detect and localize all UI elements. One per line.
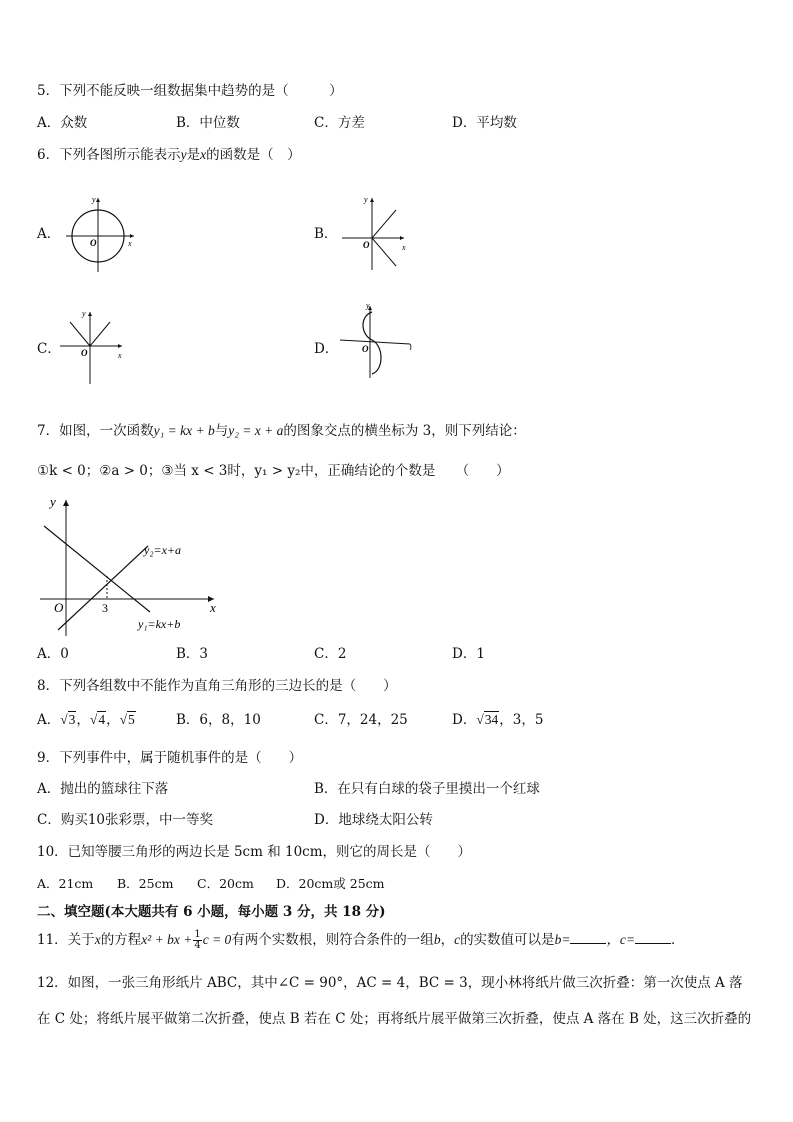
q10-option-c: C．20cm [197, 876, 254, 891]
graph-b-x-label: x [402, 243, 406, 252]
q7-option-d: D．1 [452, 646, 485, 662]
q7-option-c: C．2 [314, 646, 347, 662]
q8-option-c: C．7，24，25 [314, 712, 408, 728]
q7-conditions: ①k < 0；②a > 0；③当 x < 3时，y₁ > y₂中，正确结论的个数是 （ ） [37, 463, 510, 479]
q7-graph-tick-3: 3 [102, 601, 108, 615]
q10-stem: 10．已知等腰三角形的两边长是 5cm 和 10cm，则它的周长是（ ） [37, 844, 472, 860]
q6-label-b: B． [314, 226, 338, 242]
q7-graph [36, 490, 226, 638]
q5-option-b: B．中位数 [176, 115, 240, 131]
q5-option-c: C．方差 [314, 115, 365, 131]
graph-a-x-label: x [128, 239, 132, 248]
q10-option-a: A．21cm [37, 876, 94, 891]
q8-stem: 8．下列各组数中不能作为直角三角形的三边长的是（ ） [37, 678, 397, 694]
graph-a-origin: O [90, 238, 97, 248]
q6-graph-d [338, 300, 418, 382]
q9-option-b: B．在只有白球的袋子里摸出一个红球 [314, 781, 540, 797]
graph-b-y-label: y [364, 195, 368, 204]
q7-stem: 7．如图，一次函数y₁ = kx + b与y₂ = x + a的图象交点的横坐标为 3，则下列结论： [37, 423, 526, 439]
q10-option-b: B．25cm [117, 876, 174, 891]
q11-fraction: $\frac{1}{4}$ [194, 929, 201, 951]
graph-a-y-label: y [92, 195, 96, 204]
q11-blank-b[interactable] [570, 931, 606, 944]
q6-label-a: A． [37, 226, 61, 242]
q7-graph-line2-label: y₂=x+a [144, 543, 182, 557]
q12-line-1: 12．如图，一张三角形纸片 ABC，其中∠C = 90°，AC = 4，BC = 3，现小林将纸片做三次折叠：第一次使点 A 落 [37, 975, 743, 991]
q7-graph-y-label: y [50, 494, 56, 509]
q9-option-a: A．抛出的篮球往下落 [37, 781, 169, 797]
graph-c-x-label: x [118, 351, 122, 360]
q7-option-b: B．3 [176, 646, 209, 662]
q6-stem: 6．下列各图所示能表示y是x的函数是（ ） [37, 147, 301, 163]
q8-option-b: B．6，8，10 [176, 712, 261, 728]
q5-stem: 5．下列不能反映一组数据集中趋势的是（ ） [37, 83, 343, 99]
graph-c-origin: O [81, 348, 88, 358]
q11-blank-c[interactable] [635, 931, 671, 944]
section-fill-in-title: 二、填空题(本大题共有 6 小题，每小题 3 分，共 18 分) [37, 904, 386, 920]
q7-graph-origin: O [54, 600, 64, 615]
q7-graph-x-label: x [210, 600, 216, 615]
graph-d-y-label: y [366, 301, 370, 310]
q9-stem: 9．下列事件中，属于随机事件的是（ ） [37, 750, 303, 766]
q6-graph-c [58, 306, 130, 386]
q7-graph-line1-label: y₁=kx+b [138, 617, 181, 631]
q6-label-c: C． [37, 341, 61, 357]
q9-option-d: D．地球绕太阳公转 [314, 812, 433, 828]
q8-option-a: A．√3，√4，√5 [37, 712, 135, 728]
q9-option-c: C．购买10张彩票，中一等奖 [37, 812, 214, 828]
graph-c-y-label: y [82, 309, 86, 318]
q8-option-d: D．√34，3，5 [452, 712, 544, 728]
q6-graph-a [64, 190, 144, 274]
q6-graph-b [340, 192, 412, 274]
q10-option-d: D．20cm或 25cm [276, 876, 385, 891]
graph-b-origin: O [363, 240, 370, 250]
q12-line-2: 在 C 处；将纸片展平做第二次折叠，使点 B 若在 C 处；再将纸片展平做第三次折叠，使点 A 落在 B 处，这三次折叠的 [37, 1011, 752, 1027]
q5-option-a: A．众数 [37, 115, 88, 131]
q11-stem: 11．关于x的方程x² + bx + $\frac{1}{4}$ c = 0有两个实数根，则符合条件的一组b，c的实数值可以是b= ，c= ． [37, 929, 685, 951]
q6-label-d: D． [314, 341, 339, 357]
graph-d-origin: O [362, 344, 369, 354]
q7-option-a: A．0 [37, 646, 69, 662]
q5-option-d: D．平均数 [452, 115, 517, 131]
